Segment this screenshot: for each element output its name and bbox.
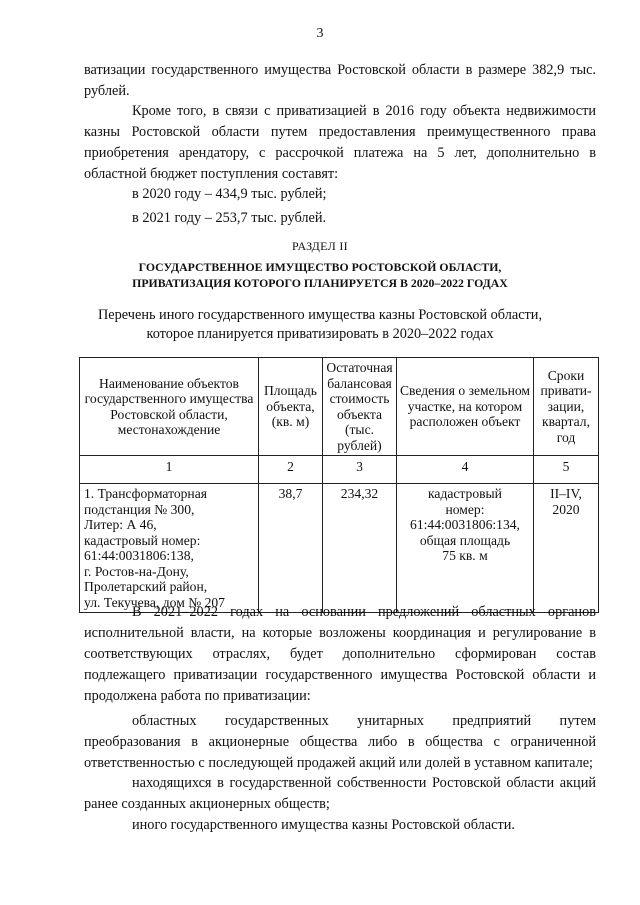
object-name-line: подстанция № 300, (84, 501, 195, 517)
paragraph-unitary-enterprises: областных государственных унитарных предприятий путем преобразования в акционерные общества либо в общества с ограниченной ответственностью с последующей продажей акций или долей в уставном капитале; (84, 713, 596, 771)
header-residual-cost: Остаточная балансовая стоимость объекта (тыс. рублей) (323, 358, 397, 456)
paragraph-other-property: иного государственного имущества казны Ростовской области. (132, 817, 515, 833)
cell-area: 38,7 (259, 484, 323, 613)
paragraph-shares: находящихся в государственной собственности Ростовской области акций ранее созданных акционерных обществ; (84, 775, 596, 812)
section-title (0, 259, 640, 291)
cell-cost: 234,32 (323, 484, 397, 613)
object-name-line: кадастровый номер: (84, 532, 201, 548)
list-title-line-2: которое планируется приватизировать в 2020–2022 годах (146, 326, 494, 342)
terms-line: 2020 (552, 501, 580, 517)
table-header-row (80, 358, 599, 456)
object-name-line: 61:44:0031806:138, (84, 548, 194, 563)
table-column-numbers-row (80, 456, 599, 484)
income-2020-line: в 2020 году – 434,9 тыс. рублей; (132, 186, 327, 202)
column-number: 5 (534, 456, 599, 484)
paragraph-installment-income: Кроме того, в связи с приватизацией в 2016 году объекта недвижимости казны Ростовской области путем предоставления преимущественного права приобретения арендатору, с рассрочкой платежа на 5 лет, дополнительно в областной бюджет поступления составят: (84, 103, 596, 182)
object-name-line: ул. Текучева, дом № 207 (84, 594, 225, 610)
table-row (80, 484, 599, 613)
column-number: 4 (397, 456, 534, 484)
income-2021-line: в 2021 году – 253,7 тыс. рублей. (132, 210, 327, 226)
section-label: РАЗДЕЛ II (292, 239, 348, 253)
terms-line: II–IV, (550, 486, 582, 501)
land-info-line: 61:44:0031806:134, (410, 517, 520, 532)
cell-object-name (80, 484, 259, 613)
column-number: 1 (80, 456, 259, 484)
column-number: 2 (259, 456, 323, 484)
column-number: 3 (323, 456, 397, 484)
land-info-line: общая площадь (419, 532, 511, 548)
land-info-line: кадастровый (428, 486, 502, 501)
header-land-info: Сведения о земельном участке, на котором расположен объект (397, 358, 534, 456)
list-title-line-1: Перечень иного государственного имущества казны Ростовской области, (97, 307, 543, 323)
page-number: 3 (316, 26, 324, 41)
object-name-line: г. Ростов-на-Дону, (84, 563, 189, 579)
header-area: Площадь объекта, (кв. м) (259, 358, 323, 456)
object-name-line: Литер: А 46, (84, 517, 157, 532)
object-name-line: 1. Трансформаторная (84, 486, 207, 501)
cell-land-info (397, 484, 534, 613)
header-object-name: Наименование объектов государственного имущества Ростовской области, местонахождение (80, 358, 259, 456)
object-name-line: Пролетарский район, (84, 579, 208, 594)
list-title (0, 306, 640, 344)
section-title-line-2: ПРИВАТИЗАЦИЯ КОТОРОГО ПЛАНИРУЕТСЯ В 2020–2022 ГОДАХ (132, 276, 508, 290)
paragraph-privatization-amount: ватизации государственного имущества Ростовской области в размере 382,9 тыс. рублей. (84, 62, 596, 99)
cell-terms (534, 484, 599, 613)
paragraph-privatization-plans: В 2021–2022 годах на основании предложений областных органов исполнительной власти, на которые возложены координация и регулирование в соответствующих отраслях, будет дополнительно сформирован состав подлежащего приватизации государственного имущества Ростовской области и продолжена работа по приватизации: (84, 604, 596, 704)
land-info-line: номер: (445, 501, 485, 517)
header-terms: Сроки привати-зации, квартал, год (534, 358, 599, 456)
property-table (79, 357, 599, 613)
land-info-line: 75 кв. м (442, 548, 488, 563)
section-title-line-1: ГОСУДАРСТВЕННОЕ ИМУЩЕСТВО РОСТОВСКОЙ ОБЛАСТИ, (138, 260, 502, 274)
